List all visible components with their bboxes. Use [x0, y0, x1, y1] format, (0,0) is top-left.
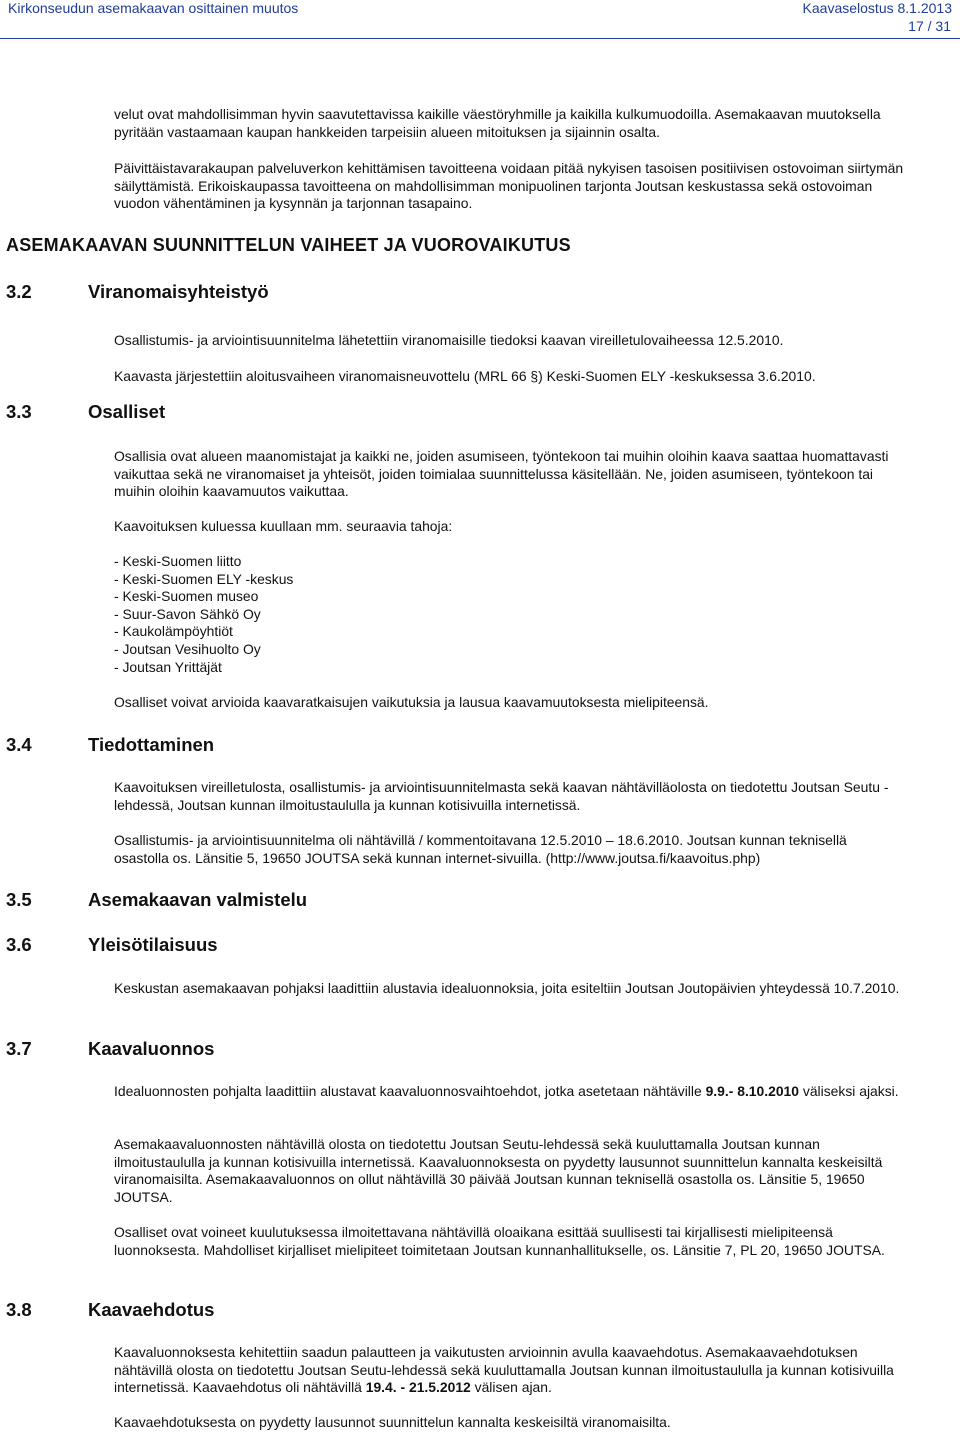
header-rule: [0, 38, 960, 39]
section-number: 3.6: [6, 934, 32, 955]
section-title: Yleisötilaisuus: [88, 934, 218, 955]
section-title: Kaavaehdotus: [88, 1299, 215, 1320]
section-heading-3-5: [6, 891, 307, 909]
section-number: 3.7: [6, 1038, 32, 1059]
list-item: - Keski-Suomen ELY -keskus: [114, 570, 294, 587]
list-item: - Keski-Suomen liitto: [114, 553, 242, 569]
date-range: 9.9.- 8.10.2010: [705, 1083, 800, 1099]
section-number: 3.8: [6, 1299, 32, 1320]
text-run: Kaavaluonnoksesta kehitettiin saadun palautteen ja vaikutusten arvioinnin avulla kaavaehdotus. Asemakaavaehdotuksen nähtävillä olosta on tiedotettu Joutsan Seutu-lehdessä sekä kuuluttamalla Joutsan kunnan ilmoitustaululla ja kunnan kotisivuilla internetissä. Kaavaehdotus oli nähtävillä: [114, 1344, 894, 1396]
section-heading-3-7: [6, 1040, 214, 1058]
section-3-2-paragraph-2: Kaavasta järjestettiin aloitusvaiheen viranomaisneuvottelu (MRL 66 §) Keski-Suomen ELY -keskuksessa 3.6.2010.: [114, 368, 816, 384]
section-heading-3-4: [6, 736, 214, 754]
list-item: - Keski-Suomen museo: [114, 588, 259, 605]
text-run: välisen ajan.: [470, 1379, 552, 1396]
date-range: 19.4. - 21.5.2012: [365, 1379, 471, 1396]
section-3-4-paragraph-1: Kaavoituksen vireilletulosta, osallistumis- ja arviointisuunnitelmasta sekä kaavan nähtävilläolosta on tiedotettu Joutsan Seutu -lehdessä, Joutsan kunnan ilmoitustaululla ja kunnan kotisivuilla internetissä.: [114, 779, 889, 813]
text-run: Idealuonnosten pohjalta laadittiin alustavat kaavaluonnosvaihtoehdot, jotka asetetaan nähtäville: [114, 1083, 706, 1099]
section-3-7-paragraph-1: [114, 1083, 904, 1101]
section-3-7-paragraph-2: Asemakaavaluonnosten nähtävillä olosta on tiedotettu Joutsan Seutu-lehdessä sekä kuuluttamalla Joutsan kunnan ilmoitustaululla ja kunnan kotisivuilla internetissä. Kaavaluonnoksesta on pyydetty lausunnot suunnittelun kannalta keskeisiltä viranomaisilta. Asemakaavaluonnos on ollut nähtävillä 30 päivää Joutsan kunnan teknisellä osastolla os. Länsitie 5, 19650 JOUTSA.: [114, 1136, 883, 1205]
section-3-3-paragraph-3: Osalliset voivat arvioida kaavaratkaisujen vaikutuksia ja lausua kaavamuutoksesta mielipiteensä.: [114, 694, 709, 710]
section-heading-3-6: [6, 936, 218, 954]
intro-paragraph-2: Päivittäistavarakaupan palveluverkon kehittämisen tavoitteena voidaan pitää nykyisen tasoisen positiivisen ostovoiman siirtymän säilyttämistä. Erikoiskaupassa tavoitteena on mahdollisimman monipuolinen tarjonta Joutsan keskustassa sekä ostovoiman vuodon vähentäminen ja kysynnän ja tarjonnan tasapaino.: [114, 160, 904, 212]
section-heading-3-8: [6, 1301, 214, 1319]
section-title: Asemakaavan valmistelu: [88, 889, 308, 910]
section-heading-3-3: [6, 403, 165, 421]
list-item: - Kaukolämpöyhtiöt: [114, 623, 233, 640]
section-3-4-paragraph-2: Osallistumis- ja arviointisuunnitelma oli nähtävillä / kommentoitavana 12.5.2010 – 18.6.2010. Joutsan kunnan teknisellä osastolla os. Länsitie 5, 19650 JOUTSA sekä kunnan internet-sivuilla. (http://www.joutsa.fi/kaavoitus.php): [114, 832, 847, 866]
section-title: Osalliset: [88, 401, 166, 422]
section-3-8-paragraph-1: [114, 1344, 904, 1397]
section-3-2-paragraph-1: Osallistumis- ja arviointisuunnitelma lähetettiin viranomaisille tiedoksi kaavan vireilletulovaiheessa 12.5.2010.: [114, 332, 784, 348]
section-3-7-paragraph-3: Osalliset ovat voineet kuulutuksessa ilmoitettavana nähtävillä oloaikana esittää suullisesti tai kirjallisesti mielipiteensä luonnoksesta. Mahdolliset kirjalliset mielipiteet toimitetaan Joutsan kunnanhallitukselle, os. Länsitie 7, PL 20, 19650 JOUTSA.: [114, 1224, 885, 1258]
list-item: - Suur-Savon Sähkö Oy: [114, 605, 261, 622]
section-number: 3.4: [6, 734, 32, 755]
page-number: 17 / 31: [908, 18, 951, 34]
section-3-3-paragraph-1: Osallisia ovat alueen maanomistajat ja kaikki ne, joiden asumiseen, työntekoon tai muihin oloihin kaava saattaa huomattavasti vaikuttaa sekä ne viranomaiset ja yhteisöt, joiden toimialaa suunnittelussa käsitellään. Ne, joiden asumiseen, työntekoon tai muihin oloihin kaavamuutos vaikuttaa.: [114, 448, 889, 500]
list-item: - Joutsan Vesihuolto Oy: [114, 640, 261, 657]
section-title: Tiedottaminen: [88, 734, 215, 755]
section-3-8-paragraph-2: Kaavaehdotuksesta on pyydetty lausunnot suunnittelun kannalta keskeisiltä viranomaisilta.: [114, 1414, 671, 1430]
section-title: Kaavaluonnos: [88, 1038, 215, 1059]
stakeholder-list: [114, 553, 293, 676]
section-number: 3.2: [6, 281, 32, 302]
document-status: Kaavaselostus 8.1.2013: [802, 0, 952, 16]
section-number: 3.5: [6, 889, 32, 910]
section-title: Viranomaisyhteistyö: [88, 281, 269, 302]
section-heading-3-2: [6, 283, 269, 301]
document-title: Kirkonseudun asemakaavan osittainen muutos: [8, 0, 299, 16]
text-run: väliseksi ajaksi.: [799, 1083, 899, 1099]
section-number: 3.3: [6, 401, 32, 422]
intro-paragraph-1: velut ovat mahdollisimman hyvin saavutettavissa kaikille väestöryhmille ja kaikilla kulkumuodoilla. Asemakaavan muutoksella pyritään vastaamaan kaupan hankkeiden tarpeisiin alueen mitoituksen ja sijainnin osalta.: [114, 106, 881, 140]
section-3-6-paragraph-1: Keskustan asemakaavan pohjaksi laadittiin alustavia idealuonnoksia, joita esiteltiin Joutsan Joutopäivien yhteydessä 10.7.2010.: [114, 980, 900, 996]
main-heading: ASEMAKAAVAN SUUNNITTELUN VAIHEET JA VUOROVAIKUTUS: [6, 235, 571, 255]
list-item: - Joutsan Yrittäjät: [114, 658, 222, 675]
section-3-3-paragraph-2: Kaavoituksen kuluessa kuullaan mm. seuraavia tahoja:: [114, 518, 453, 534]
